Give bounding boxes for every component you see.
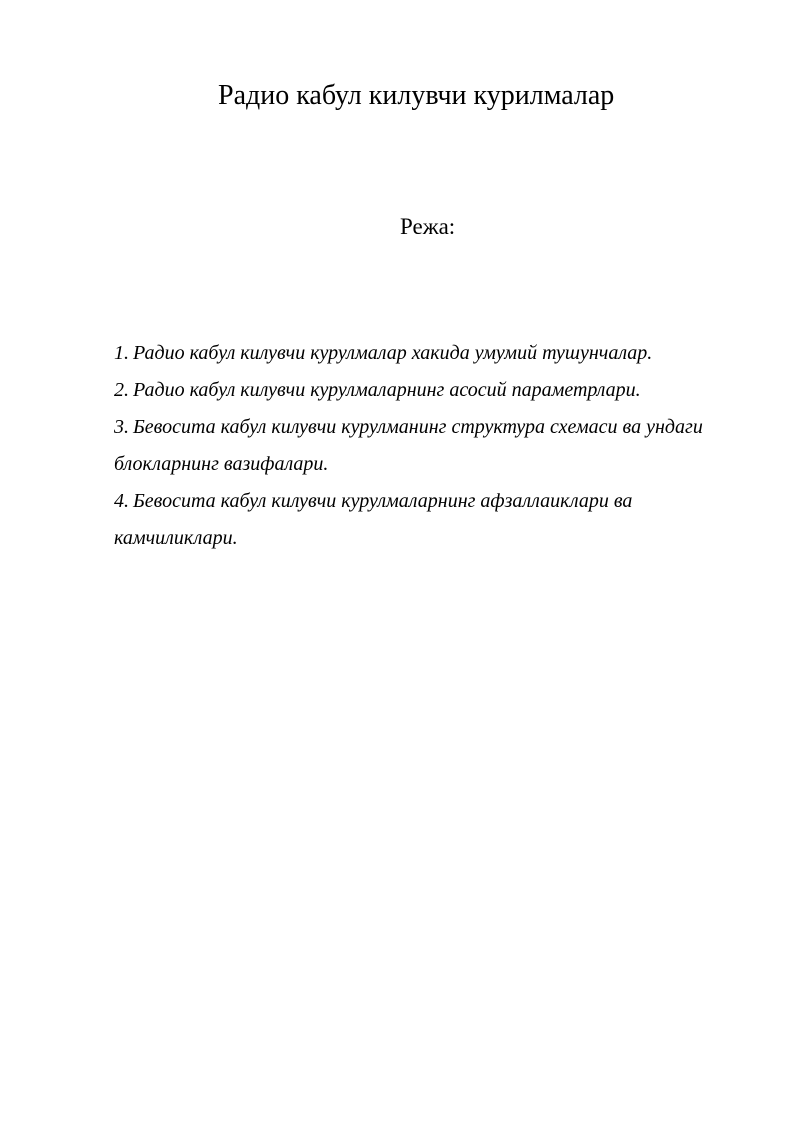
plan-item-2 [114,372,714,409]
plan-item-text: Бевосита кабул килувчи курулманинг структура схемаси ва ундаги блокларнинг вазифалари. [114,416,703,475]
plan-item-number: 1. [114,342,129,364]
plan-item-number: 4. [114,490,129,512]
plan-item-number: 3. [114,416,129,438]
document-title: Радио кабул килувчи курилмалар [218,80,615,111]
plan-item-text: Радио кабул килувчи курулмалар хакида умумий тушунчалар. [133,342,653,364]
plan-item-number: 2. [114,379,129,401]
plan-item-1 [114,335,714,372]
plan-item-text: Бевосита кабул килувчи курулмаларнинг афзаллаиклари ва камчиликлари. [114,490,633,549]
plan-list [114,335,714,557]
plan-heading: Режа: [400,214,456,239]
plan-item-4 [114,483,714,557]
plan-item-text: Радио кабул килувчи курулмаларнинг асосий параметрлари. [133,379,641,401]
plan-item-3 [114,409,714,483]
